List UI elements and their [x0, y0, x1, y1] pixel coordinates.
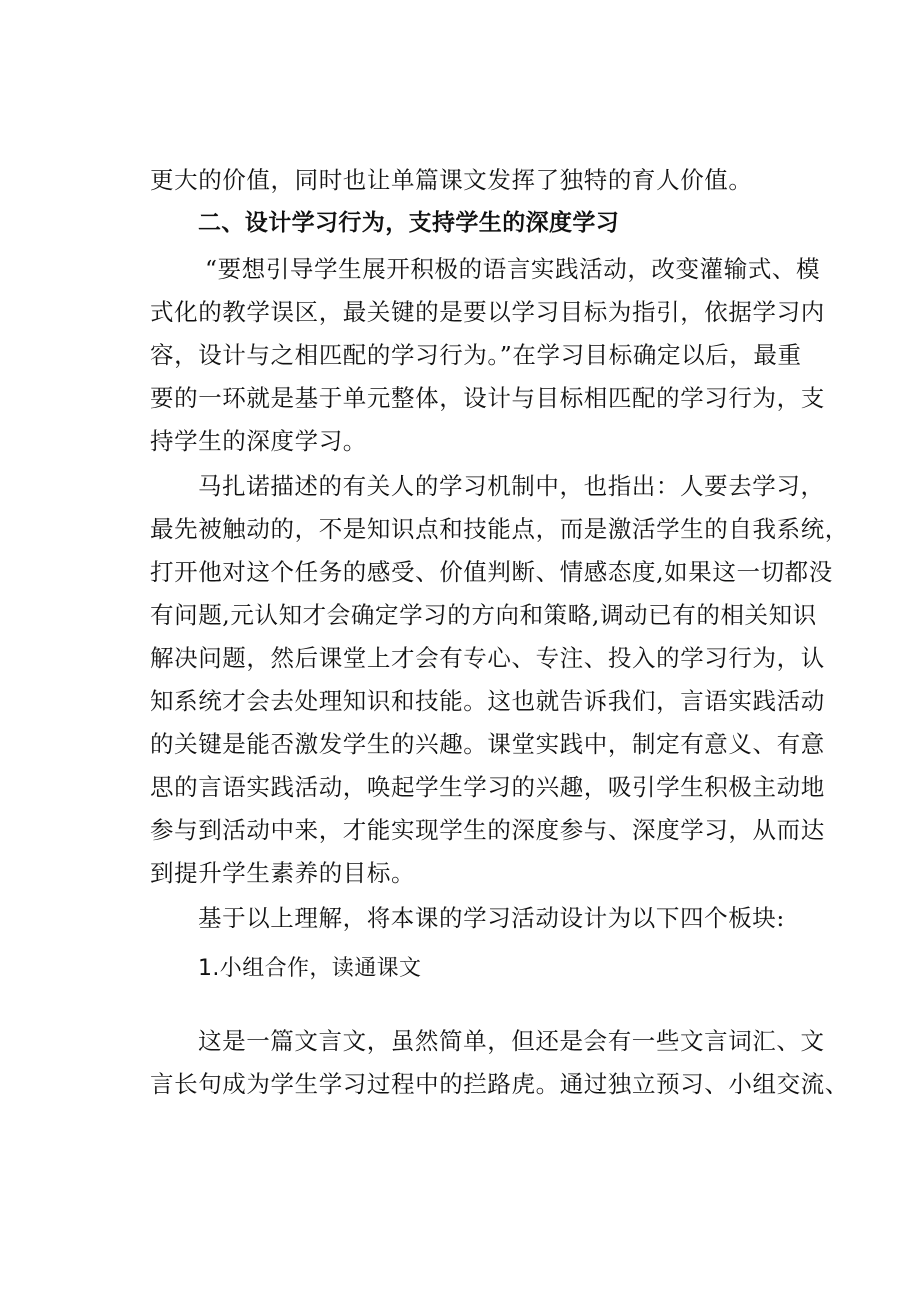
- section-heading: 二、设计学习行为，支持学生的深度学习: [198, 210, 620, 236]
- paragraph-line: 基于以上理解，将本课的学习活动设计为以下四个板块:: [198, 904, 785, 932]
- subsection-heading: 1.小组合作，读通课文: [198, 956, 422, 981]
- paragraph-line: “要想引导学生展开积极的语言实践活动，改变灌输式、模: [205, 255, 821, 283]
- paragraph-line: 这是一篇文言文，虽然简单，但还是会有一些文言词汇、文: [198, 1027, 825, 1055]
- paragraph-line: 言长句成为学生学习过程中的拦路虎。通过独立预习、小组交流、: [150, 1070, 849, 1098]
- paragraph-line: 最先被触动的，不是知识点和技能点，而是激活学生的自我系统，: [150, 515, 849, 543]
- paragraph-line: 思的言语实践活动，唤起学生学习的兴趣，吸引学生积极主动地: [150, 773, 825, 801]
- paragraph-line: 持学生的深度学习。: [150, 427, 367, 455]
- paragraph-line: 到提升学生素养的目标。: [150, 859, 416, 887]
- paragraph-line: 的关键是能否激发学生的兴趣。课堂实践中，制定有意义、有意: [150, 730, 825, 758]
- paragraph-line: 有问题,元认知才会确定学习的方向和策略,调动已有的相关知识: [150, 601, 817, 629]
- paragraph-line: 容，设计与之相匹配的学习行为。”在学习目标确定以后，最重: [150, 341, 802, 369]
- paragraph-line: 马扎诺描述的有关人的学习机制中，也指出：人要去学习，: [198, 472, 825, 500]
- paragraph-line: 打开他对这个任务的感受、价值判断、情感态度,如果这一切都没: [150, 558, 833, 586]
- paragraph-line: 式化的教学误区，最关键的是要以学习目标为指引，依据学习内: [150, 298, 825, 326]
- paragraph-line: 参与到活动中来，才能实现学生的深度参与、深度学习，从而达: [150, 816, 825, 844]
- paragraph-line: 知系统才会去处理知识和技能。这也就告诉我们，言语实践活动: [150, 687, 825, 715]
- paragraph-line: 解决问题，然后课堂上才会有专心、专注、投入的学习行为，认: [150, 644, 825, 672]
- paragraph-line: 更大的价值，同时也让单篇课文发挥了独特的育人价值。: [150, 166, 753, 194]
- paragraph-line: 要的一环就是基于单元整体，设计与目标相匹配的学习行为，支: [150, 384, 825, 412]
